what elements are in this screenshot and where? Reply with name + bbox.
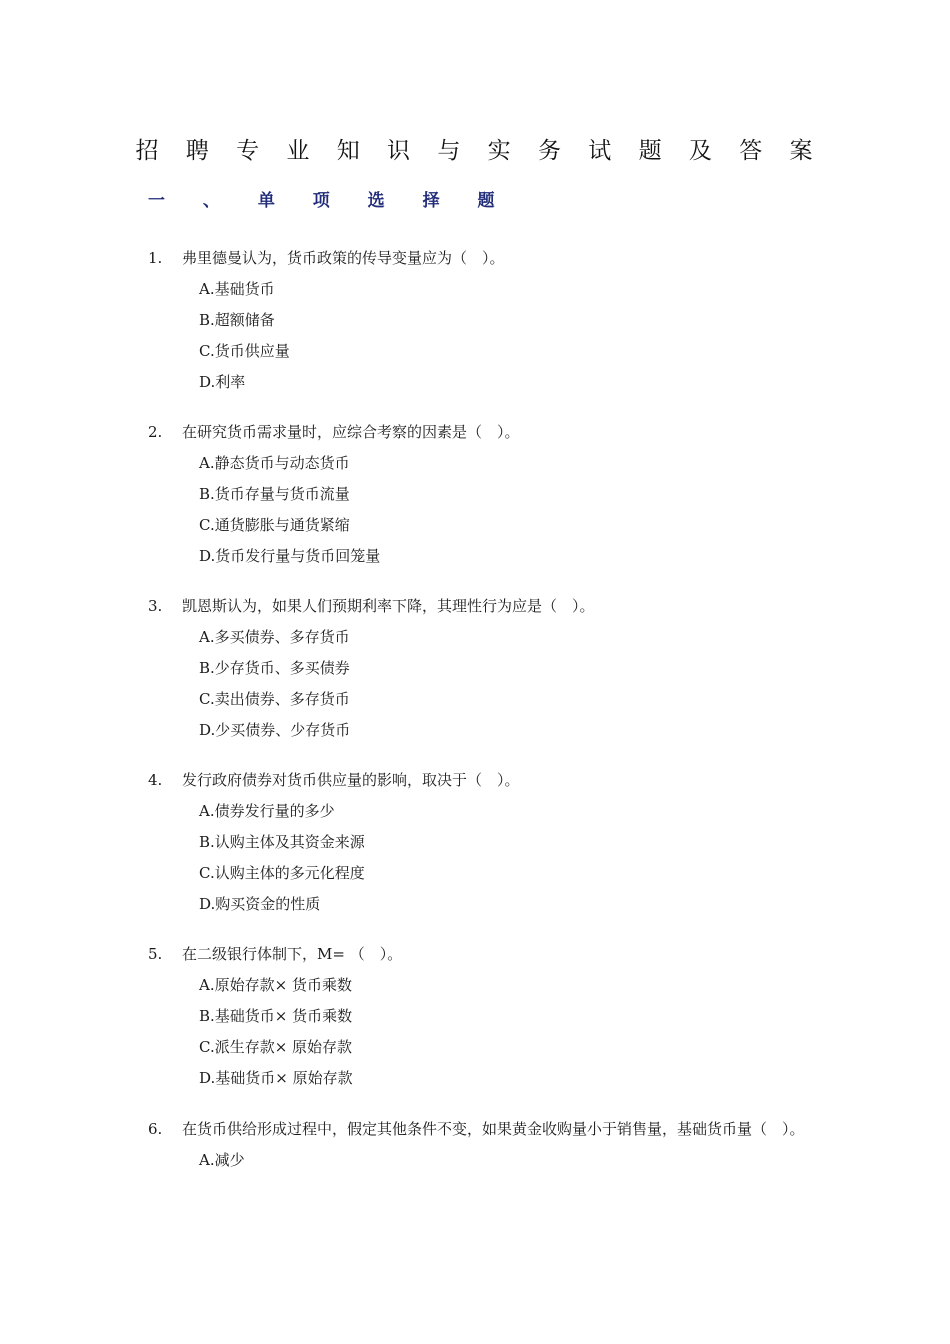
- question-stem: [148, 1117, 816, 1141]
- option-c: C.派生存款× 原始存款: [199, 1038, 353, 1056]
- document-title: 招 聘 专 业 知 识 与 实 务 试 题 及 答 案: [135, 138, 823, 164]
- question-stem: [148, 942, 808, 966]
- question-stem: [148, 768, 808, 792]
- question-4: [148, 768, 808, 916]
- question-number: 6.: [148, 1120, 163, 1138]
- question-text: 发行政府债券对货币供应量的影响，取决于（ ）。: [182, 771, 520, 789]
- question-3: [148, 594, 808, 742]
- option-a: A.多买债券、多存货币: [199, 628, 350, 646]
- question-stem: [148, 246, 808, 270]
- option-d: D.基础货币× 原始存款: [199, 1069, 353, 1087]
- question-stem: [148, 594, 808, 618]
- question-5: [148, 942, 808, 1090]
- option-d: D.利率: [199, 373, 246, 391]
- option-c: C.通货膨胀与通货紧缩: [199, 516, 350, 534]
- section-heading: 一 、 单 项 选 择 题: [148, 191, 511, 211]
- option-b: B.货币存量与货币流量: [199, 485, 350, 503]
- option-a: A.基础货币: [199, 280, 275, 298]
- option-b: B.少存货币、多买债券: [199, 659, 350, 677]
- option-c: C.货币供应量: [199, 342, 290, 360]
- question-text: 弗里德曼认为，货币政策的传导变量应为（ ）。: [182, 249, 505, 267]
- question-stem: [148, 420, 808, 444]
- option-b: B.认购主体及其资金来源: [199, 833, 365, 851]
- question-1: [148, 246, 808, 394]
- option-a: A.原始存款× 货币乘数: [199, 976, 352, 994]
- question-text: 凯恩斯认为，如果人们预期利率下降，其理性行为应是（ ）。: [182, 597, 595, 615]
- question-text: 在二级银行体制下，M= （ ）。: [182, 945, 403, 963]
- question-6: [148, 1117, 816, 1172]
- option-b: B.超额储备: [199, 311, 275, 329]
- question-number: 1.: [148, 249, 163, 267]
- question-number: 4.: [148, 771, 163, 789]
- question-text: 在研究货币需求量时，应综合考察的因素是（ ）。: [182, 423, 520, 441]
- option-d: D.货币发行量与货币回笼量: [199, 547, 381, 565]
- question-2: [148, 420, 808, 568]
- option-a: A.减少: [199, 1151, 245, 1169]
- option-a: A.静态货币与动态货币: [199, 454, 350, 472]
- option-b: B.基础货币× 货币乘数: [199, 1007, 353, 1025]
- option-a: A.债券发行量的多少: [199, 802, 335, 820]
- question-number: 5.: [148, 945, 163, 963]
- question-number: 2.: [148, 423, 163, 441]
- option-c: C.卖出债券、多存货币: [199, 690, 350, 708]
- option-d: D.少买债券、少存货币: [199, 721, 351, 739]
- question-number: 3.: [148, 597, 163, 615]
- question-text: 在货币供给形成过程中，假定其他条件不变，如果黄金收购量小于销售量，基础货币量（ ）。: [182, 1120, 805, 1138]
- option-c: C.认购主体的多元化程度: [199, 864, 365, 882]
- option-d: D.购买资金的性质: [199, 895, 321, 913]
